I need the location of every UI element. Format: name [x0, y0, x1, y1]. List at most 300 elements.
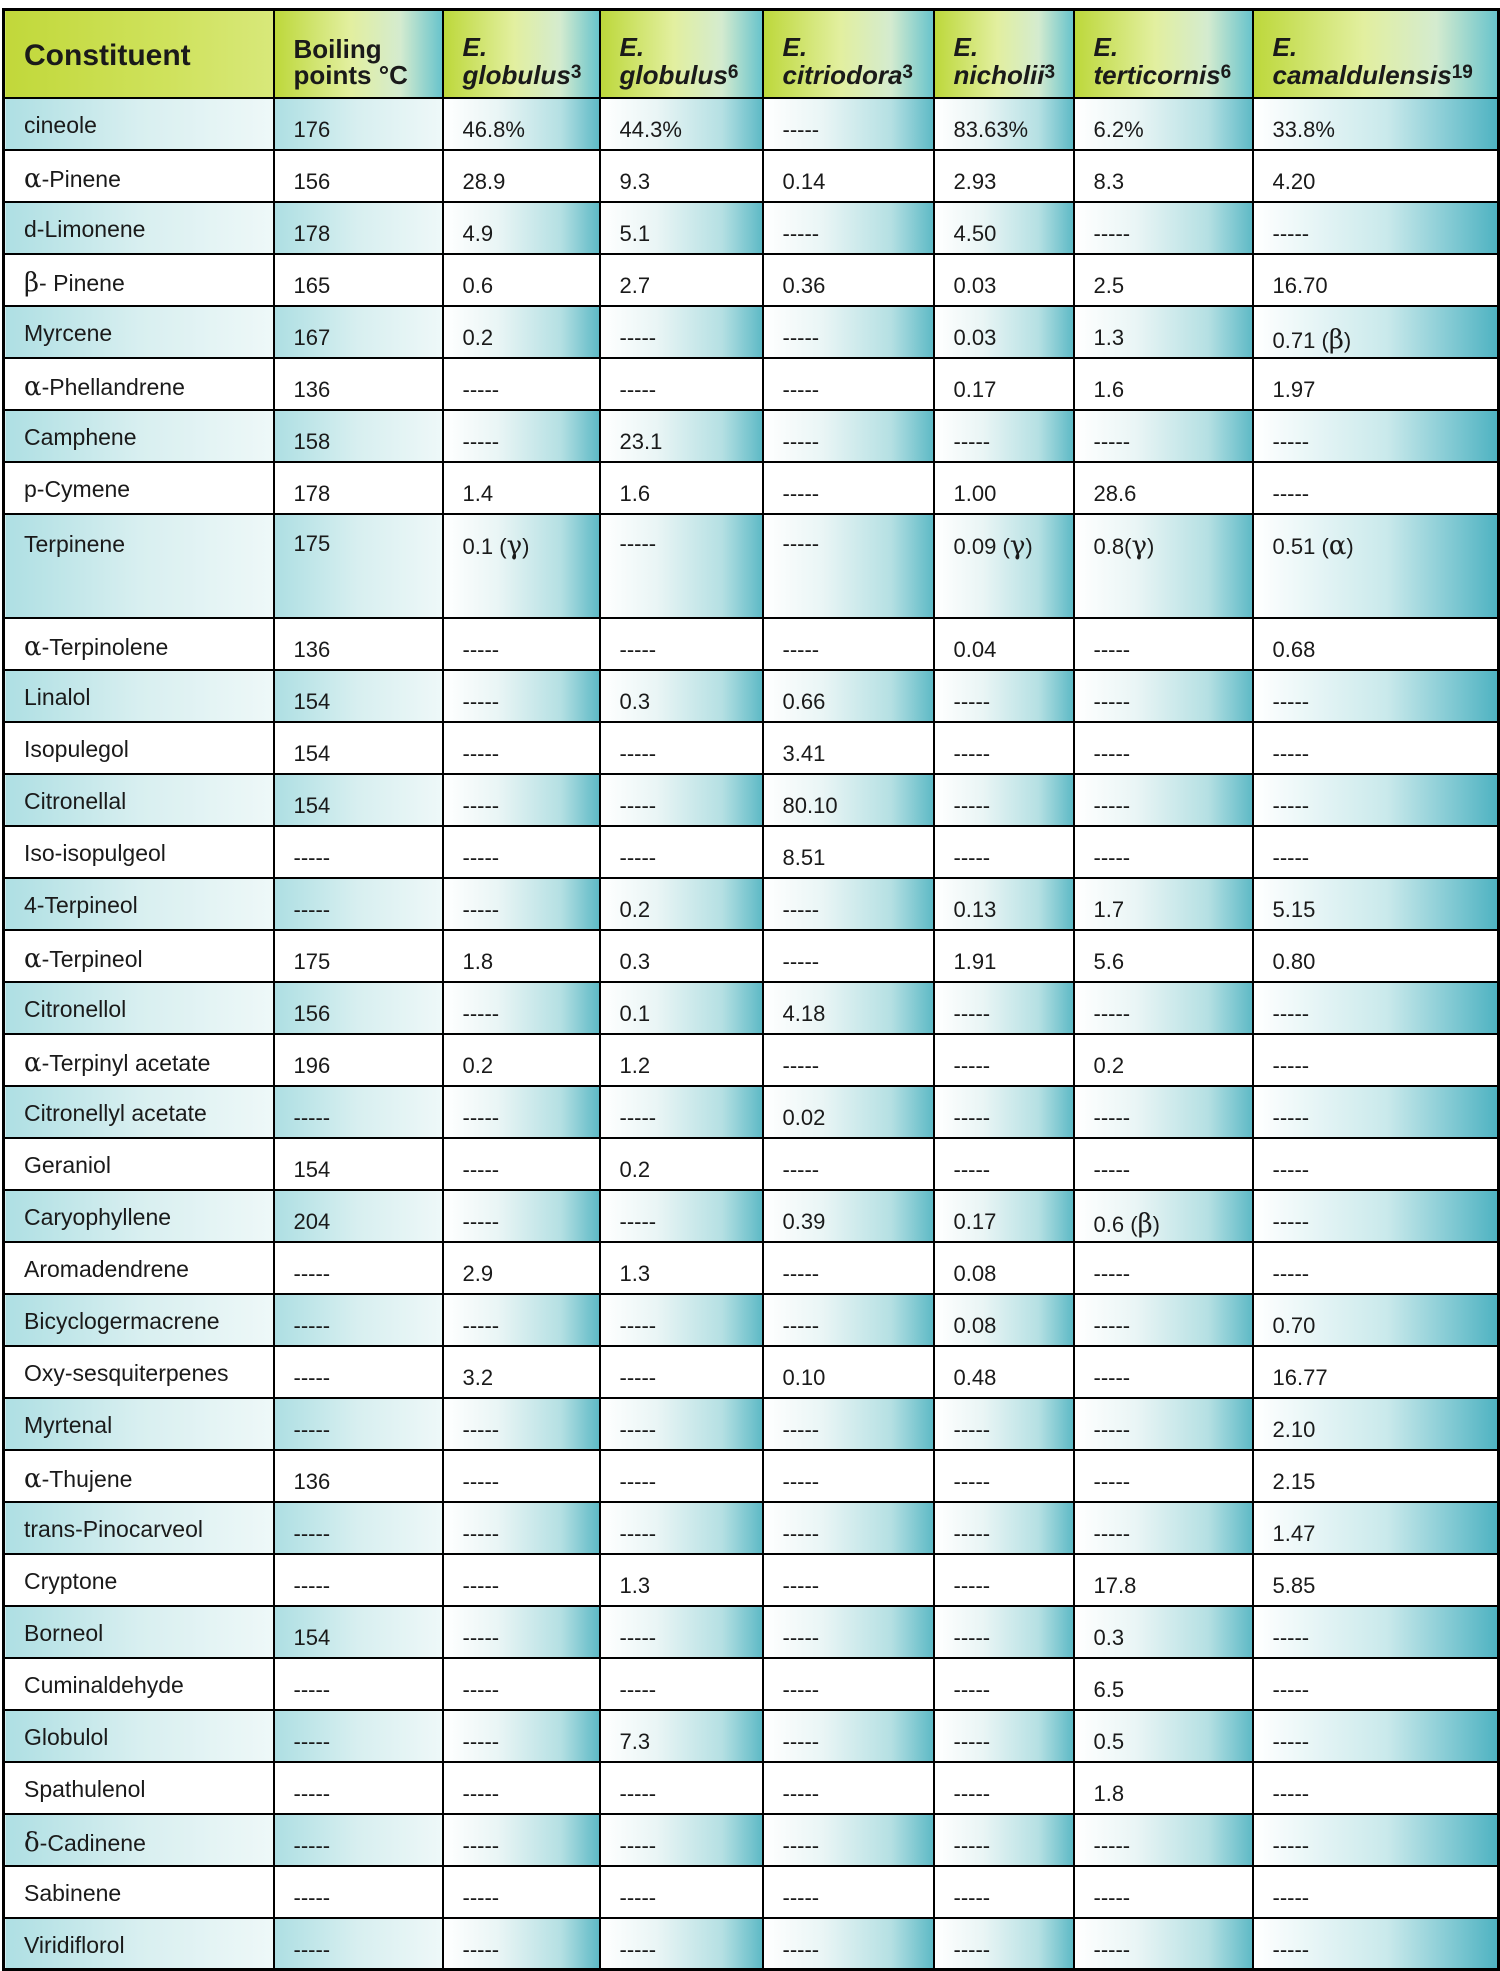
- boiling-point-cell: 154: [274, 774, 443, 826]
- e-citriodora-cell: -----: [763, 1918, 934, 1970]
- boiling-point-cell: 136: [274, 1450, 443, 1502]
- boiling-point-cell: -----: [274, 1086, 443, 1138]
- e-globulus-6-cell: -----: [600, 1814, 763, 1866]
- e-terticornis-cell: 1.6: [1074, 358, 1253, 410]
- greek-letter: α: [1328, 530, 1347, 561]
- constituent-cell: Geraniol: [4, 1138, 274, 1190]
- e-globulus-3-cell: 3.2: [443, 1346, 600, 1398]
- e-camaldulensis-cell: -----: [1253, 982, 1499, 1034]
- constituent-cell: Borneol: [4, 1606, 274, 1658]
- e-citriodora-cell: -----: [763, 98, 934, 150]
- e-globulus-6-cell: 1.6: [600, 462, 763, 514]
- e-globulus-3-cell: -----: [443, 774, 600, 826]
- e-terticornis-cell: 0.6 (β): [1074, 1190, 1253, 1242]
- table-row: [4, 1918, 1499, 1970]
- e-globulus-3-cell: -----: [443, 1866, 600, 1918]
- header-line2-text: citriodora: [782, 59, 903, 90]
- e-globulus-3-cell: 0.6: [443, 254, 600, 306]
- e-camaldulensis-cell: -----: [1253, 1918, 1499, 1970]
- e-citriodora-cell: -----: [763, 1034, 934, 1086]
- e-nicholii-cell: -----: [934, 982, 1074, 1034]
- e-citriodora-cell: -----: [763, 878, 934, 930]
- header-line2: [1273, 60, 1498, 88]
- table-row: [4, 930, 1499, 982]
- e-citriodora-cell: -----: [763, 202, 934, 254]
- table-row: [4, 1502, 1499, 1554]
- e-citriodora-cell: 80.10: [763, 774, 934, 826]
- e-nicholii-cell: 1.00: [934, 462, 1074, 514]
- e-camaldulensis-cell: -----: [1253, 1138, 1499, 1190]
- boiling-point-cell: -----: [274, 878, 443, 930]
- e-globulus-6-cell: 9.3: [600, 150, 763, 202]
- e-nicholii-cell: 0.03: [934, 254, 1074, 306]
- greek-letter: δ: [24, 1827, 40, 1858]
- e-globulus-3-cell: -----: [443, 1086, 600, 1138]
- constituent-cell: α-Thujene: [4, 1450, 274, 1502]
- e-camaldulensis-cell: 0.68: [1253, 618, 1499, 670]
- e-citriodora-cell: -----: [763, 514, 934, 618]
- e-citriodora-cell: -----: [763, 358, 934, 410]
- constituent-cell: α-Terpineol: [4, 930, 274, 982]
- boiling-point-cell: 178: [274, 462, 443, 514]
- constituents-table: [2, 8, 1500, 1971]
- e-camaldulensis-cell: 16.70: [1253, 254, 1499, 306]
- e-citriodora-cell: -----: [763, 930, 934, 982]
- e-camaldulensis-cell: 5.85: [1253, 1554, 1499, 1606]
- table-row: [4, 1346, 1499, 1398]
- e-globulus-6-cell: -----: [600, 1190, 763, 1242]
- greek-letter: β: [1137, 1208, 1153, 1239]
- e-terticornis-cell: 1.7: [1074, 878, 1253, 930]
- e-terticornis-cell: -----: [1074, 1866, 1253, 1918]
- e-globulus-6-cell: -----: [600, 306, 763, 358]
- greek-letter: γ: [506, 530, 523, 561]
- e-citriodora-cell: -----: [763, 1242, 934, 1294]
- e-globulus-6-cell: 7.3: [600, 1710, 763, 1762]
- e-globulus-6-cell: 23.1: [600, 410, 763, 462]
- e-globulus-6-cell: -----: [600, 1606, 763, 1658]
- e-globulus-3-cell: -----: [443, 1294, 600, 1346]
- boiling-point-cell: 178: [274, 202, 443, 254]
- boiling-point-cell: -----: [274, 826, 443, 878]
- e-nicholii-cell: -----: [934, 1762, 1074, 1814]
- boiling-point-cell: 196: [274, 1034, 443, 1086]
- constituent-cell: Citronellyl acetate: [4, 1086, 274, 1138]
- greek-letter: α: [24, 1463, 42, 1494]
- constituent-cell: Viridiflorol: [4, 1918, 274, 1970]
- e-terticornis-cell: -----: [1074, 774, 1253, 826]
- column-header-e-citriodora: [763, 10, 934, 98]
- e-citriodora-cell: -----: [763, 618, 934, 670]
- reference-superscript: 19: [1451, 61, 1473, 83]
- e-nicholii-cell: -----: [934, 774, 1074, 826]
- e-citriodora-cell: -----: [763, 1450, 934, 1502]
- constituent-cell: Aromadendrene: [4, 1242, 274, 1294]
- constituent-cell: Myrcene: [4, 306, 274, 358]
- constituent-cell: Sabinene: [4, 1866, 274, 1918]
- constituent-cell: Cuminaldehyde: [4, 1658, 274, 1710]
- constituent-cell: trans-Pinocarveol: [4, 1502, 274, 1554]
- e-citriodora-cell: -----: [763, 1866, 934, 1918]
- e-globulus-3-cell: -----: [443, 670, 600, 722]
- table-row: [4, 202, 1499, 254]
- e-globulus-3-cell: 4.9: [443, 202, 600, 254]
- e-globulus-6-cell: -----: [600, 618, 763, 670]
- table-row: [4, 410, 1499, 462]
- e-camaldulensis-cell: 0.80: [1253, 930, 1499, 982]
- e-terticornis-cell: 0.3: [1074, 1606, 1253, 1658]
- e-nicholii-cell: 0.08: [934, 1242, 1074, 1294]
- boiling-point-cell: -----: [274, 1762, 443, 1814]
- constituent-cell: cineole: [4, 98, 274, 150]
- e-citriodora-cell: -----: [763, 1502, 934, 1554]
- table-row: [4, 774, 1499, 826]
- e-citriodora-cell: 0.10: [763, 1346, 934, 1398]
- boiling-point-cell: -----: [274, 1398, 443, 1450]
- e-citriodora-cell: -----: [763, 1554, 934, 1606]
- e-globulus-6-cell: -----: [600, 1658, 763, 1710]
- greek-letter: α: [24, 631, 42, 662]
- table-body: [4, 98, 1499, 1970]
- e-camaldulensis-cell: -----: [1253, 202, 1499, 254]
- e-terticornis-cell: 0.5: [1074, 1710, 1253, 1762]
- constituent-cell: β- Pinene: [4, 254, 274, 306]
- constituent-cell: Isopulegol: [4, 722, 274, 774]
- boiling-point-cell: 175: [274, 514, 443, 618]
- e-citriodora-cell: -----: [763, 1762, 934, 1814]
- table-row: [4, 254, 1499, 306]
- header-row: [4, 10, 1499, 98]
- e-citriodora-cell: 0.66: [763, 670, 934, 722]
- boiling-point-cell: -----: [274, 1502, 443, 1554]
- e-citriodora-cell: 8.51: [763, 826, 934, 878]
- e-citriodora-cell: -----: [763, 306, 934, 358]
- table-row: [4, 670, 1499, 722]
- table-row: [4, 514, 1499, 618]
- e-terticornis-cell: -----: [1074, 982, 1253, 1034]
- e-globulus-3-cell: -----: [443, 1710, 600, 1762]
- e-citriodora-cell: 0.39: [763, 1190, 934, 1242]
- column-header-e-terticornis: [1074, 10, 1253, 98]
- boiling-point-cell: -----: [274, 1814, 443, 1866]
- e-globulus-3-cell: -----: [443, 1138, 600, 1190]
- boiling-point-cell: 154: [274, 1138, 443, 1190]
- e-globulus-3-cell: -----: [443, 1762, 600, 1814]
- e-nicholii-cell: -----: [934, 1086, 1074, 1138]
- greek-letter: α: [24, 371, 42, 402]
- e-globulus-6-cell: -----: [600, 826, 763, 878]
- table-row: [4, 722, 1499, 774]
- e-terticornis-cell: -----: [1074, 722, 1253, 774]
- column-header-constituent: [4, 10, 274, 98]
- table-row: [4, 618, 1499, 670]
- header-line2-text: terticornis: [1093, 59, 1221, 90]
- e-nicholii-cell: 2.93: [934, 150, 1074, 202]
- e-camaldulensis-cell: -----: [1253, 410, 1499, 462]
- header-line2-text: globulus: [462, 59, 571, 90]
- e-citriodora-cell: -----: [763, 1710, 934, 1762]
- e-camaldulensis-cell: 33.8%: [1253, 98, 1499, 150]
- header-line2: [954, 60, 1073, 88]
- header-line2-text: points °C: [293, 59, 408, 90]
- e-nicholii-cell: -----: [934, 1450, 1074, 1502]
- constituent-cell: α-Pinene: [4, 150, 274, 202]
- table-row: [4, 306, 1499, 358]
- boiling-point-cell: 154: [274, 670, 443, 722]
- header-line1: E.: [1093, 31, 1119, 62]
- table-row: [4, 1242, 1499, 1294]
- e-terticornis-cell: -----: [1074, 670, 1253, 722]
- e-globulus-6-cell: 0.2: [600, 878, 763, 930]
- e-terticornis-cell: 6.2%: [1074, 98, 1253, 150]
- table-row: [4, 1762, 1499, 1814]
- e-camaldulensis-cell: -----: [1253, 826, 1499, 878]
- boiling-point-cell: 154: [274, 722, 443, 774]
- e-nicholii-cell: -----: [934, 1658, 1074, 1710]
- constituent-cell: Terpinene: [4, 514, 274, 618]
- column-header-boiling-point: [274, 10, 443, 98]
- constituent-cell: Oxy-sesquiterpenes: [4, 1346, 274, 1398]
- e-nicholii-cell: -----: [934, 1502, 1074, 1554]
- e-globulus-3-cell: -----: [443, 618, 600, 670]
- e-nicholii-cell: -----: [934, 1138, 1074, 1190]
- header-line2: [783, 60, 933, 88]
- e-globulus-6-cell: 0.1: [600, 982, 763, 1034]
- e-terticornis-cell: 1.3: [1074, 306, 1253, 358]
- e-terticornis-cell: -----: [1074, 1242, 1253, 1294]
- constituent-cell: Myrtenal: [4, 1398, 274, 1450]
- boiling-point-cell: 176: [274, 98, 443, 150]
- e-terticornis-cell: -----: [1074, 1346, 1253, 1398]
- e-nicholii-cell: 4.50: [934, 202, 1074, 254]
- e-camaldulensis-cell: 2.15: [1253, 1450, 1499, 1502]
- e-nicholii-cell: -----: [934, 1814, 1074, 1866]
- e-globulus-6-cell: 0.3: [600, 670, 763, 722]
- e-nicholii-cell: -----: [934, 410, 1074, 462]
- e-globulus-3-cell: -----: [443, 358, 600, 410]
- table-row: [4, 1190, 1499, 1242]
- e-terticornis-cell: 2.5: [1074, 254, 1253, 306]
- table-row: [4, 1034, 1499, 1086]
- e-camaldulensis-cell: 1.97: [1253, 358, 1499, 410]
- e-camaldulensis-cell: -----: [1253, 774, 1499, 826]
- e-globulus-3-cell: 0.2: [443, 306, 600, 358]
- constituent-cell: α-Terpinolene: [4, 618, 274, 670]
- e-globulus-3-cell: -----: [443, 878, 600, 930]
- greek-letter: γ: [1009, 530, 1026, 561]
- constituent-cell: Iso-isopulgeol: [4, 826, 274, 878]
- header-line1: E.: [782, 31, 808, 62]
- table-row: [4, 1138, 1499, 1190]
- reference-superscript: 3: [570, 61, 582, 83]
- e-nicholii-cell: -----: [934, 1710, 1074, 1762]
- table-row: [4, 1710, 1499, 1762]
- header-line2-text: nicholii: [953, 59, 1045, 90]
- table-row: [4, 878, 1499, 930]
- e-globulus-6-cell: -----: [600, 1294, 763, 1346]
- e-globulus-3-cell: 2.9: [443, 1242, 600, 1294]
- e-terticornis-cell: -----: [1074, 1814, 1253, 1866]
- constituent-cell: p-Cymene: [4, 462, 274, 514]
- e-terticornis-cell: -----: [1074, 1138, 1253, 1190]
- table-row: [4, 1658, 1499, 1710]
- table-row: [4, 1294, 1499, 1346]
- column-header-e-globulus-3: [443, 10, 600, 98]
- boiling-point-cell: -----: [274, 1866, 443, 1918]
- table-row: [4, 826, 1499, 878]
- boiling-point-cell: -----: [274, 1346, 443, 1398]
- e-citriodora-cell: -----: [763, 462, 934, 514]
- e-globulus-3-cell: 1.8: [443, 930, 600, 982]
- e-citriodora-cell: -----: [763, 1398, 934, 1450]
- e-camaldulensis-cell: -----: [1253, 1086, 1499, 1138]
- e-camaldulensis-cell: 0.70: [1253, 1294, 1499, 1346]
- e-terticornis-cell: -----: [1074, 1918, 1253, 1970]
- constituent-cell: Linalol: [4, 670, 274, 722]
- table-header: [4, 10, 1499, 98]
- e-globulus-3-cell: -----: [443, 982, 600, 1034]
- e-terticornis-cell: -----: [1074, 618, 1253, 670]
- e-globulus-6-cell: -----: [600, 1918, 763, 1970]
- e-globulus-6-cell: -----: [600, 1346, 763, 1398]
- e-globulus-6-cell: -----: [600, 774, 763, 826]
- e-nicholii-cell: -----: [934, 1918, 1074, 1970]
- e-camaldulensis-cell: -----: [1253, 1034, 1499, 1086]
- table-row: [4, 1554, 1499, 1606]
- table-row: [4, 1450, 1499, 1502]
- e-camaldulensis-cell: 2.10: [1253, 1398, 1499, 1450]
- header-line1: E.: [953, 31, 979, 62]
- boiling-point-cell: -----: [274, 1918, 443, 1970]
- e-citriodora-cell: -----: [763, 410, 934, 462]
- e-globulus-6-cell: -----: [600, 358, 763, 410]
- e-terticornis-cell: 28.6: [1074, 462, 1253, 514]
- reference-superscript: 6: [1220, 61, 1232, 83]
- e-camaldulensis-cell: 4.20: [1253, 150, 1499, 202]
- header-line1: Constituent: [24, 39, 191, 73]
- constituent-cell: α-Phellandrene: [4, 358, 274, 410]
- header-line2-text: camaldulensis: [1272, 59, 1452, 90]
- e-nicholii-cell: 0.04: [934, 618, 1074, 670]
- e-nicholii-cell: 0.09 (γ): [934, 514, 1074, 618]
- e-camaldulensis-cell: -----: [1253, 1710, 1499, 1762]
- e-globulus-6-cell: 1.3: [600, 1242, 763, 1294]
- constituent-cell: Spathulenol: [4, 1762, 274, 1814]
- e-citriodora-cell: -----: [763, 1606, 934, 1658]
- header-line1: E.: [462, 31, 488, 62]
- greek-letter: α: [24, 943, 42, 974]
- e-globulus-6-cell: 5.1: [600, 202, 763, 254]
- header-line2: [293, 59, 442, 90]
- greek-letter: α: [24, 163, 42, 194]
- e-globulus-3-cell: -----: [443, 1502, 600, 1554]
- e-terticornis-cell: 6.5: [1074, 1658, 1253, 1710]
- e-globulus-3-cell: 0.2: [443, 1034, 600, 1086]
- boiling-point-cell: 175: [274, 930, 443, 982]
- e-globulus-3-cell: -----: [443, 1398, 600, 1450]
- e-nicholii-cell: -----: [934, 1554, 1074, 1606]
- header-line2: [620, 60, 762, 88]
- reference-superscript: 3: [1044, 61, 1056, 83]
- e-globulus-6-cell: 1.3: [600, 1554, 763, 1606]
- e-globulus-3-cell: -----: [443, 722, 600, 774]
- e-camaldulensis-cell: 16.77: [1253, 1346, 1499, 1398]
- e-camaldulensis-cell: 5.15: [1253, 878, 1499, 930]
- greek-letter: α: [24, 1047, 42, 1078]
- header-line2: [463, 60, 599, 88]
- boiling-point-cell: 156: [274, 150, 443, 202]
- header-line1: Boiling: [293, 33, 382, 64]
- e-globulus-3-cell: -----: [443, 410, 600, 462]
- table-row: [4, 462, 1499, 514]
- constituent-cell: Bicyclogermacrene: [4, 1294, 274, 1346]
- table-row: [4, 150, 1499, 202]
- e-camaldulensis-cell: -----: [1253, 1814, 1499, 1866]
- constituent-cell: α-Terpinyl acetate: [4, 1034, 274, 1086]
- column-header-e-globulus-6: [600, 10, 763, 98]
- e-camaldulensis-cell: -----: [1253, 1242, 1499, 1294]
- e-nicholii-cell: -----: [934, 826, 1074, 878]
- e-camaldulensis-cell: -----: [1253, 1606, 1499, 1658]
- constituent-cell: Cryptone: [4, 1554, 274, 1606]
- e-nicholii-cell: 0.08: [934, 1294, 1074, 1346]
- greek-letter: β: [24, 267, 40, 298]
- e-nicholii-cell: 1.91: [934, 930, 1074, 982]
- greek-letter: β: [1328, 324, 1344, 355]
- constituent-cell: Caryophyllene: [4, 1190, 274, 1242]
- e-globulus-3-cell: 46.8%: [443, 98, 600, 150]
- reference-superscript: 3: [902, 61, 913, 83]
- boiling-point-cell: 204: [274, 1190, 443, 1242]
- boiling-point-cell: 167: [274, 306, 443, 358]
- e-citriodora-cell: 0.02: [763, 1086, 934, 1138]
- table-row: [4, 1814, 1499, 1866]
- e-terticornis-cell: 0.8(γ): [1074, 514, 1253, 618]
- e-citriodora-cell: 3.41: [763, 722, 934, 774]
- constituent-cell: 4-Terpineol: [4, 878, 274, 930]
- boiling-point-cell: 136: [274, 618, 443, 670]
- boiling-point-cell: 165: [274, 254, 443, 306]
- e-globulus-6-cell: 0.3: [600, 930, 763, 982]
- e-globulus-3-cell: -----: [443, 1606, 600, 1658]
- header-line2: [1094, 60, 1252, 88]
- e-camaldulensis-cell: -----: [1253, 462, 1499, 514]
- table-row: [4, 982, 1499, 1034]
- e-nicholii-cell: 0.17: [934, 358, 1074, 410]
- e-citriodora-cell: 0.14: [763, 150, 934, 202]
- table-row: [4, 1866, 1499, 1918]
- constituent-cell: Citronellal: [4, 774, 274, 826]
- e-terticornis-cell: -----: [1074, 1294, 1253, 1346]
- boiling-point-cell: 136: [274, 358, 443, 410]
- constituent-cell: d-Limonene: [4, 202, 274, 254]
- e-globulus-6-cell: -----: [600, 514, 763, 618]
- e-citriodora-cell: -----: [763, 1658, 934, 1710]
- e-terticornis-cell: 1.8: [1074, 1762, 1253, 1814]
- e-terticornis-cell: 17.8: [1074, 1554, 1253, 1606]
- boiling-point-cell: 156: [274, 982, 443, 1034]
- boiling-point-cell: -----: [274, 1554, 443, 1606]
- e-globulus-6-cell: -----: [600, 722, 763, 774]
- boiling-point-cell: 158: [274, 410, 443, 462]
- greek-letter: γ: [1131, 530, 1147, 561]
- e-terticornis-cell: -----: [1074, 826, 1253, 878]
- table-row: [4, 1086, 1499, 1138]
- reference-superscript: 6: [727, 61, 739, 83]
- boiling-point-cell: 154: [274, 1606, 443, 1658]
- column-header-e-nicholii: [934, 10, 1074, 98]
- e-globulus-3-cell: -----: [443, 1450, 600, 1502]
